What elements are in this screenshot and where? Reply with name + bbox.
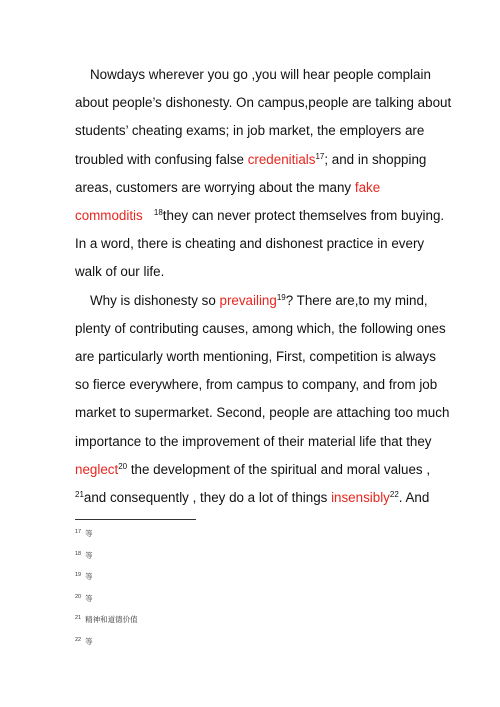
footnote-21 [75,610,138,632]
p2-line-8 [75,484,435,512]
footnote-text: 等 [85,529,93,538]
text-run: ; and in shopping [324,151,427,167]
text-run: Nowdays wherever you go ,you will hear people complain [90,67,431,82]
text-run: troubled with confusing false [75,151,248,167]
text-run: areas, customers are worrying about the many [75,179,355,195]
text-run: In a word, there is cheating and dishonest practice in every [75,236,425,252]
text-run: the development of the spiritual and moral values , [127,461,431,477]
text-run: are particularly worth mentioning, First, competition is always [75,349,436,365]
p2-line-2 [75,315,446,343]
text-run: importance to the improvement of their material life that they [75,433,432,449]
footnote-ref: 19 [276,292,286,302]
p1-line-8 [75,258,435,286]
footnote-18 [75,546,138,568]
footnote-number: 19 [75,572,82,578]
p1-line-5 [75,174,435,202]
p2-line-4 [75,371,438,399]
highlighted-word: credenitials [247,151,316,167]
footnote-number: 18 [75,550,82,557]
text-run: and consequently , they do a lot of things [83,490,332,506]
footnote-ref: 21 [75,490,84,500]
footnote-19 [75,567,138,589]
footnote-20 [75,589,138,611]
highlighted-word: insensibly [331,490,390,506]
highlighted-word: fake [354,179,381,195]
p1-line-2 [75,89,452,117]
footnote-17 [75,524,138,546]
p1-line-6 [75,202,445,230]
footnote-text: 等 [85,550,93,560]
text-run: so fierce everywhere, from campus to company, and from job [75,377,438,393]
footnote-22 [75,632,138,654]
highlighted-word: neglect [75,461,119,477]
p1-line-7 [75,230,435,258]
text-run: ? There are,to my mind, [285,292,428,308]
text-run: they can never protect themselves from buying. [162,208,445,224]
footnote-separator [75,519,196,520]
footnote-ref: 20 [118,461,128,471]
text-run: plenty of contributing causes, among which, the following ones [75,320,446,336]
footnote-text: 精神和道德价值 [85,615,138,624]
p1-line-1 [75,61,435,89]
p1-line-4 [75,146,435,174]
footnote-ref: 22 [389,490,399,500]
p2-line-6 [75,428,435,456]
p2-line-5 [75,399,450,427]
text-run: about people’s dishonesty. On campus,people are talking about [75,95,452,111]
footnote-ref: 17 [315,151,325,161]
highlighted-word: commoditis [75,208,143,224]
text-run: . And [398,490,430,506]
text-run: market to supermarket. Second, people are attaching too much [75,405,450,421]
footnote-number: 22 [75,636,82,643]
text-run: students’ cheating exams; in job market, the employers are [75,123,425,139]
footnote-number: 20 [75,593,82,600]
text-run: walk of our life. [75,264,165,280]
footnote-number: 17 [75,529,82,535]
body-text [75,61,452,512]
footnote-ref: 18 [153,208,163,218]
p2-line-7 [75,456,435,484]
footnote-text: 等 [85,572,93,581]
p2-line-1 [75,287,435,315]
p2-line-3 [75,343,435,371]
footnote-text: 等 [85,593,93,603]
footnotes [75,524,138,653]
footnote-text: 等 [85,636,93,646]
highlighted-word: prevailing [219,292,277,308]
p1-line-3 [75,117,435,145]
text-run: Why is dishonesty so [90,292,220,308]
footnote-number: 21 [75,615,82,621]
